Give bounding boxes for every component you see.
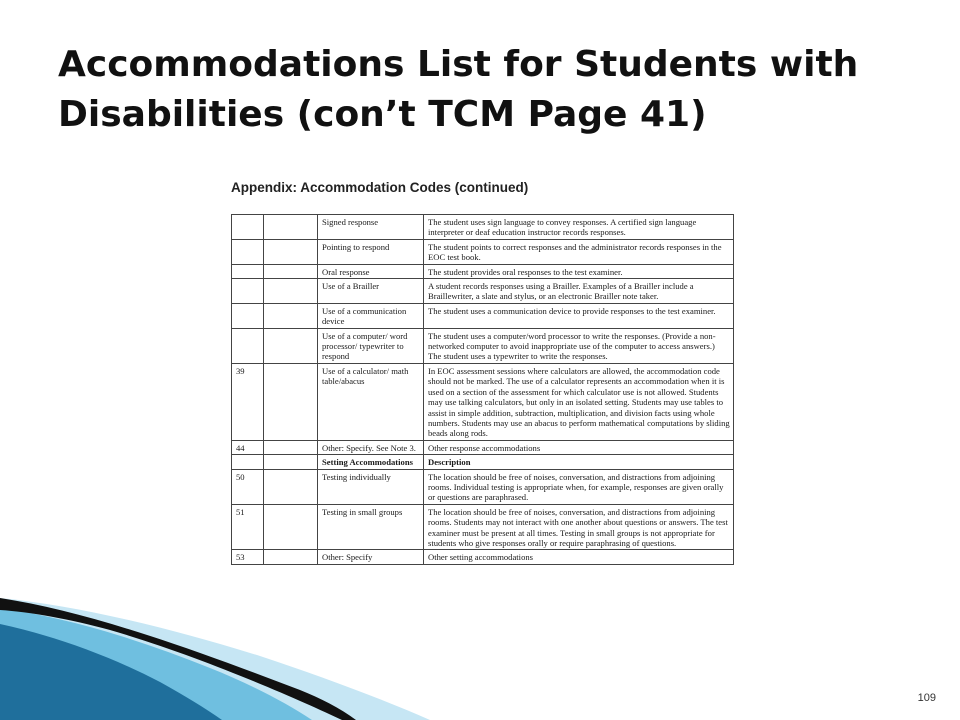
accommodation-code: 44 [232,440,264,454]
page-number: 109 [917,692,936,704]
accommodation-code [232,279,264,304]
accommodation-name: Pointing to respond [318,239,424,264]
table-row [232,264,734,278]
blank-cell [264,469,318,504]
accommodation-codes-table [231,214,734,565]
accommodation-code: 51 [232,504,264,550]
blank-cell [264,239,318,264]
accommodation-description: The student uses sign language to convey responses. A certified sign language interpreter or deaf education instructor records responses. [424,215,734,240]
table-row [232,469,734,504]
accommodation-code [232,455,264,469]
table-row [232,363,734,440]
accommodation-description: Other setting accommodations [424,550,734,564]
accommodation-code: 53 [232,550,264,564]
accommodation-name: Use of a computer/ word processor/ typewriter to respond [318,328,424,363]
table-row [232,440,734,454]
blank-cell [264,440,318,454]
accommodation-description: Description [424,455,734,469]
accommodation-code [232,264,264,278]
accommodation-description: Other response accommodations [424,440,734,454]
accommodation-name: Testing individually [318,469,424,504]
accommodation-code [232,215,264,240]
accommodation-description: The student uses a communication device to provide responses to the test examiner. [424,303,734,328]
table-row [232,303,734,328]
accommodation-code: 50 [232,469,264,504]
accommodation-description: In EOC assessment sessions where calculators are allowed, the accommodation code should not be marked. The use of a calculator represents an accommodation when it is used on a section of the assessment for which calculator use is not allowed. Students may use talking calculators, but only in an isolated setting. Students may use tables to assist in simple addition, subtraction, multiplication, and division facts using whole numbers. Students may use an abacus to perform mathematical computations by sliding beads along rods. [424,363,734,440]
blank-cell [264,279,318,304]
table-row [232,328,734,363]
accommodation-description: The location should be free of noises, conversation, and distractions from adjoining rooms. Individual testing is appropriate when, for example, responses are given orally or questions are paraphrased. [424,469,734,504]
accommodation-name: Use of a calculator/ math table/abacus [318,363,424,440]
accommodation-description: The student provides oral responses to the test examiner. [424,264,734,278]
blank-cell [264,215,318,240]
accommodation-name: Use of a communication device [318,303,424,328]
accommodation-description: The location should be free of noises, conversation, and distractions from adjoining rooms. Students may not interact with one another about questions or answers. The test examiner must be present at all times. Testing in small groups is not appropriate for students who give responses orally or require paraphrasing of questions. [424,504,734,550]
accommodation-code: 39 [232,363,264,440]
blank-cell [264,550,318,564]
accommodation-description: The student uses a computer/word processor to write the responses. (Provide a non-networked computer to avoid inappropriate use of the computer to access answers.) The student uses a typewriter to write the responses. [424,328,734,363]
accommodation-code [232,239,264,264]
accommodation-name: Use of a Brailler [318,279,424,304]
table-row [232,550,734,564]
blank-cell [264,328,318,363]
table-row [232,239,734,264]
accommodation-name: Testing in small groups [318,504,424,550]
accommodation-name: Oral response [318,264,424,278]
accommodation-description: The student points to correct responses and the administrator records responses in the EOC test book. [424,239,734,264]
accommodation-code [232,328,264,363]
blank-cell [264,363,318,440]
table-row [232,215,734,240]
accommodation-code [232,303,264,328]
table-row [232,279,734,304]
table-row [232,504,734,550]
table-header-row [232,455,734,469]
slide-title: Accommodations List for Students with Disabilities (con’t TCM Page 41) [58,44,859,135]
blank-cell [264,455,318,469]
accommodation-name: Signed response [318,215,424,240]
accommodation-name: Other: Specify [318,550,424,564]
accommodation-description: A student records responses using a Brailler. Examples of a Brailler include a Braillewriter, a slate and stylus, or an electronic Brailler note taker. [424,279,734,304]
blank-cell [264,504,318,550]
blank-cell [264,303,318,328]
appendix-heading: Appendix: Accommodation Codes (continued) [231,180,529,195]
accommodation-name: Other: Specify. See Note 3. [318,440,424,454]
blank-cell [264,264,318,278]
accommodation-name: Setting Accommodations [318,455,424,469]
